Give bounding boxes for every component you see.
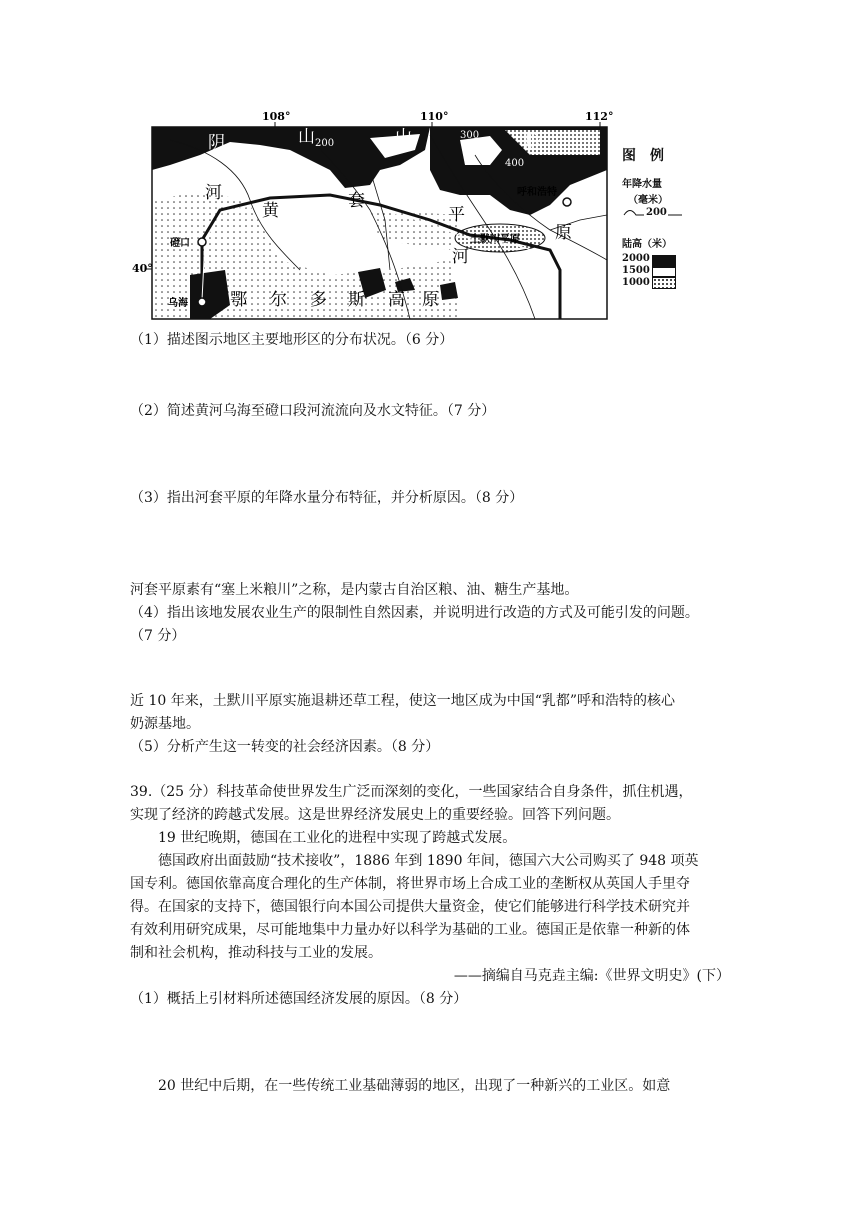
q39-line-3: 19 世纪晚期，德国在工业化的进程中实现了跨越式发展。 [158,830,517,846]
place-label: 磴口 [170,238,190,249]
region-label: 高 [388,290,405,310]
place-label: 呼和浩特 [517,187,557,198]
map-svg [130,110,620,325]
question-4-score: （7 分） [130,628,186,644]
lon-label: 108° [262,110,291,123]
legend-swatch-high [652,255,676,267]
region-label: 山 [298,127,315,147]
question-1: （1）描述图示地区主要地形区的分布状况。（6 分） [130,332,454,348]
isohyet-value: 150 [222,144,242,155]
q39-material-line-5: 制和社会机构，推动科技与工业的发展。 [130,945,382,961]
legend-rain-unit: （毫米） [628,195,668,206]
question-2: （2）简述黄河乌海至磴口段河流流向及水文特征。（7 分） [130,403,496,419]
q39-material-line-4: 有效利用研究成果，尽可能地集中力量办好以科学为基础的工业。德国正是依靠一种新的体 [130,922,690,938]
region-label: 原 [555,223,572,243]
question-4-intro: 河套平原素有“塞上米粮川”之称，是内蒙古自治区粮、油、糖生产基地。 [130,582,579,598]
legend-height-2000: 2000 [622,253,650,264]
region-label: 斯 [348,290,365,310]
legend-title: 图 例 [622,148,664,164]
lat-label: 40° [132,262,153,275]
map-legend [622,145,692,305]
q39-line-2: 实现了经济的跨越式发展。这是世界经济发展史上的重要经验。回答下列问题。 [130,807,620,823]
region-label: 鄂 [230,290,247,310]
region-label: 黄 [262,201,279,221]
legend-height-label: 陆高（米） [622,239,672,250]
region-label: 平 [448,205,465,225]
city-hohhot [563,198,571,206]
city-wuhai [198,298,206,306]
q39-source: ——摘编自马克垚主编:《世界文明史》(下） [453,968,730,984]
question-5-intro: 近 10 年来，土默川平原实施退耕还草工程，使这一地区成为中国“乳都”呼和浩特的核心 [130,693,676,709]
isohyet-value: 400 [505,158,525,169]
map-figure [130,110,620,325]
region-label: 尔 [270,290,287,310]
q39-line-1: 39.（25 分）科技革命使世界发生广泛而深刻的变化，一些国家结合自身条件，抓住机遇， [130,784,693,800]
question-5: （5）分析产生这一转变的社会经济因素。（8 分） [130,739,440,755]
q39-material-line-1: 德国政府出面鼓励“技术接收”，1886 年到 1890 年间，德国六大公司购买了 948 项英 [158,853,699,869]
region-label: 多 [310,290,327,310]
legend-rain-label: 年降水量 [622,179,662,190]
legend-swatch-low [652,277,676,289]
q39-material-line-3: 得。在国家的支持下，德国银行向本国公司提供大量资金，使它们能够进行科学技术研究并 [130,899,690,915]
region-label: 河 [452,247,469,267]
legend-height-1500: 1500 [622,265,650,276]
question-3: （3）指出河套平原的年降水量分布特征，并分析原因。（8 分） [130,490,524,506]
city-dengkou [198,238,206,246]
q39-question-1: （1）概括上引材料所述德国经济发展的原因。（8 分） [130,991,468,1007]
question-4: （4）指出该地发展农业生产的限制性自然因素，并说明进行改造的方式及可能引发的问题。 [130,605,699,621]
lon-label: 112° [585,110,614,123]
isohyet-value: 200 [315,138,335,149]
legend-height-1000: 1000 [622,277,650,288]
region-label: 脉 [525,133,542,153]
place-label: 乌海 [168,298,188,309]
region-label: 山 [395,127,412,147]
region-label: 河 [205,183,222,203]
question-5-intro-cont: 奶源基地。 [130,716,200,732]
region-label: 阴 [208,133,225,153]
legend-isohyet-value: 200 [646,207,667,218]
legend-swatch-mid [652,267,676,277]
q39-material-line-2: 国专利。德国依靠高度合理化的生产体制，将世界市场上合成工业的垄断权从英国人手里夺 [130,876,690,892]
region-label: 套 [348,191,365,211]
region-label: 原 [422,290,439,310]
q39-last-line: 20 世纪中后期，在一些传统工业基础薄弱的地区，出现了一种新兴的工业区。如意 [158,1078,671,1094]
isohyet-value: 300 [460,130,480,141]
lon-label: 110° [420,110,449,123]
place-label: 土默川平原 [470,234,520,245]
